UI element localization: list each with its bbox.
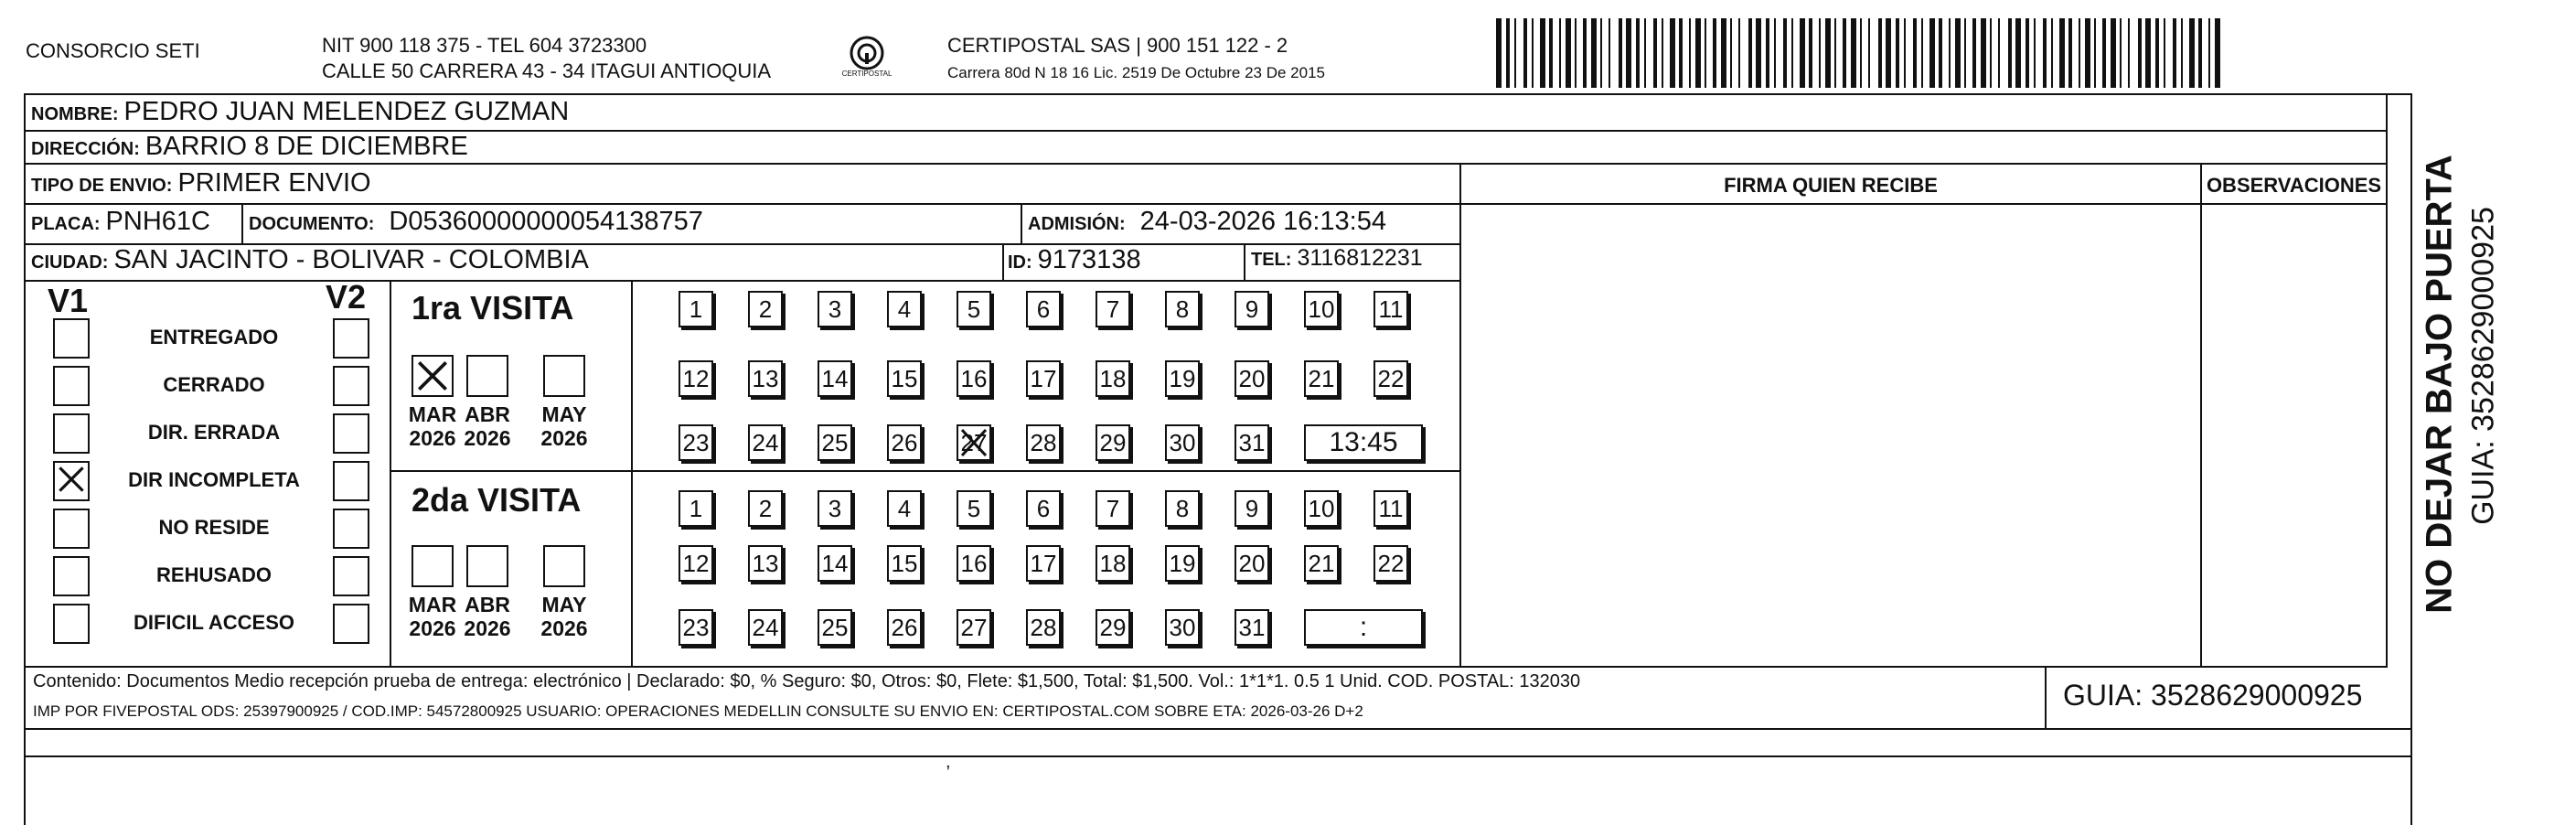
certipostal-line: CERTIPOSTAL SAS | 900 151 122 - 2	[947, 34, 1288, 57]
tel-label: TEL:	[1251, 250, 1292, 270]
day-box[interactable]: 20	[1235, 545, 1269, 582]
placa-row	[31, 207, 210, 237]
direccion-label: DIRECCIÓN:	[31, 139, 140, 159]
id-value: 9173138	[1037, 245, 1141, 274]
status-label: ENTREGADO	[149, 326, 279, 348]
day-box[interactable]: 25	[818, 609, 852, 646]
v1-label: V1	[48, 282, 89, 319]
day-box[interactable]: 18	[1096, 545, 1130, 582]
day-box[interactable]: 23	[679, 609, 713, 646]
month-label: ABR 2026	[464, 593, 511, 640]
status-label: REHUSADO	[156, 563, 272, 586]
day-box[interactable]: 5	[957, 291, 991, 327]
id-row	[1008, 245, 1141, 275]
day-box[interactable]: 9	[1235, 490, 1269, 527]
day-box[interactable]: 2	[748, 490, 783, 527]
day-box[interactable]: 2	[748, 291, 783, 327]
v2-checkbox[interactable]	[333, 318, 369, 359]
v1-checkbox[interactable]	[53, 366, 90, 406]
license-line: Carrera 80d N 18 16 Lic. 2519 De Octubre 23 De 2015	[947, 64, 1325, 81]
day-box[interactable]: 25	[818, 424, 852, 461]
month-label: MAY 2026	[540, 402, 588, 450]
company-name: CONSORCIO SETI	[26, 39, 200, 62]
day-box[interactable]: 13	[748, 545, 783, 582]
v2-checkbox[interactable]	[333, 461, 369, 501]
day-box[interactable]: 22	[1374, 545, 1408, 582]
v2-checkbox[interactable]	[333, 366, 369, 406]
day-box[interactable]: 16	[957, 545, 991, 582]
day-box[interactable]: 30	[1165, 424, 1200, 461]
day-box[interactable]: 4	[887, 291, 922, 327]
placa-label: PLACA:	[31, 214, 101, 234]
no-dejar-text: NO DEJAR BAJO PUERTA	[2419, 155, 2460, 614]
day-box[interactable]: 19	[1165, 545, 1200, 582]
day-box[interactable]: 13	[748, 360, 783, 397]
documento-label: DOCUMENTO:	[249, 214, 375, 234]
month-checkbox-mar[interactable]	[412, 355, 454, 397]
side-guia	[2465, 128, 2502, 640]
v1-checkbox[interactable]	[53, 509, 90, 549]
month-checkbox-mar[interactable]	[412, 545, 454, 587]
day-box[interactable]: 16	[957, 360, 991, 397]
day-box[interactable]: 12	[679, 360, 713, 397]
day-box[interactable]: 8	[1165, 291, 1200, 327]
admision-label: ADMISIÓN:	[1028, 214, 1126, 234]
nombre-label: NOMBRE:	[31, 104, 119, 124]
day-box[interactable]: 3	[818, 490, 852, 527]
day-box[interactable]: 29	[1096, 424, 1130, 461]
logo-text: CERTIPOSTAL	[841, 70, 893, 78]
day-box[interactable]: 14	[818, 545, 852, 582]
tipo-value: PRIMER ENVIO	[177, 168, 371, 198]
side-guia-text: GUIA: 3528629000925	[2465, 207, 2501, 525]
status-label: CERRADO	[163, 373, 265, 396]
month-checkbox-abr[interactable]	[466, 545, 508, 587]
day-box[interactable]: 28	[1026, 424, 1061, 461]
day-box[interactable]: 5	[957, 490, 991, 527]
v2-checkbox[interactable]	[333, 556, 369, 596]
day-box[interactable]: 9	[1235, 291, 1269, 327]
v1-checkbox[interactable]	[53, 461, 90, 501]
documento-row	[249, 207, 703, 237]
day-box[interactable]: 4	[887, 490, 922, 527]
month-checkbox-may[interactable]	[543, 355, 585, 397]
footer-guia: GUIA: 3528629000925	[2063, 679, 2363, 712]
day-box[interactable]: 30	[1165, 609, 1200, 646]
nit-line: NIT 900 118 375 - TEL 604 3723300	[322, 34, 647, 57]
tel-value: 3116812231	[1297, 245, 1423, 271]
month-label: MAR 2026	[408, 402, 457, 450]
day-box[interactable]: 31	[1235, 609, 1269, 646]
day-box[interactable]: 10	[1304, 291, 1339, 327]
day-box[interactable]: 26	[887, 609, 922, 646]
day-box[interactable]: 29	[1096, 609, 1130, 646]
direccion-row	[31, 132, 468, 162]
day-box[interactable]: 23	[679, 424, 713, 461]
day-box[interactable]: 27	[957, 609, 991, 646]
day-box[interactable]: 17	[1026, 360, 1061, 397]
v1-checkbox[interactable]	[53, 604, 90, 644]
day-box[interactable]: 1	[679, 291, 713, 327]
address-line: CALLE 50 CARRERA 43 - 34 ITAGUI ANTIOQUIA	[322, 59, 772, 82]
v2-checkbox[interactable]	[333, 413, 369, 454]
id-label: ID:	[1008, 252, 1032, 273]
tipo-label: TIPO DE ENVIO:	[31, 176, 173, 196]
day-box[interactable]: 8	[1165, 490, 1200, 527]
firma-header: FIRMA QUIEN RECIBE	[1724, 174, 1938, 197]
tipo-row	[31, 168, 371, 198]
ciudad-value: SAN JACINTO - BOLIVAR - COLOMBIA	[113, 245, 589, 274]
day-box[interactable]: 11	[1374, 291, 1408, 327]
side-no-dejar	[2421, 128, 2458, 640]
day-box[interactable]: 15	[887, 360, 922, 397]
day-box[interactable]: 31	[1235, 424, 1269, 461]
v1-checkbox[interactable]	[53, 556, 90, 596]
day-box[interactable]: 7	[1096, 291, 1130, 327]
footer-contenido: Contenido: Documentos Medio recepción prueba de entrega: electrónico | Declarado: $0, % Seguro: $0, Otros: $0, Flete: $1,500, Total: $1,500. Vol.: 1*1*1. 0.5 1 Unid. COD. POSTAL: 132030	[33, 671, 1581, 691]
tel-row	[1251, 245, 1423, 272]
day-box[interactable]: 27	[957, 424, 991, 461]
day-box[interactable]: 24	[748, 424, 783, 461]
admision-row	[1028, 207, 1386, 237]
day-box[interactable]: 11	[1374, 490, 1408, 527]
day-box[interactable]: 24	[748, 609, 783, 646]
barcode	[1496, 18, 2228, 88]
v2-checkbox[interactable]	[333, 509, 369, 549]
month-checkbox-abr[interactable]	[466, 355, 508, 397]
day-box[interactable]: 19	[1165, 360, 1200, 397]
nombre-row	[31, 97, 569, 127]
day-box[interactable]: 26	[887, 424, 922, 461]
direccion-value: BARRIO 8 DE DICIEMBRE	[144, 132, 468, 161]
day-box[interactable]: 21	[1304, 545, 1339, 582]
documento-value: D05360000000054138757	[389, 207, 703, 236]
day-box[interactable]: 21	[1304, 360, 1339, 397]
time-box[interactable]: 13:45	[1304, 424, 1423, 461]
certipostal-logo	[830, 33, 903, 88]
status-label: DIFICIL ACCESO	[133, 611, 294, 634]
visit1-title: 1ra VISITA	[412, 289, 574, 327]
month-checkbox-may[interactable]	[543, 545, 585, 587]
observaciones-header: OBSERVACIONES	[2206, 174, 2382, 197]
day-box[interactable]: 3	[818, 291, 852, 327]
admision-value: 24-03-2026 16:13:54	[1139, 207, 1386, 236]
month-label: ABR 2026	[464, 402, 511, 450]
status-label: DIR. ERRADA	[147, 421, 281, 444]
visit2-title: 2da VISITA	[412, 481, 582, 519]
ciudad-label: CIUDAD:	[31, 252, 109, 273]
day-box[interactable]: 10	[1304, 490, 1339, 527]
status-label: DIR INCOMPLETA	[128, 468, 300, 491]
footer-imp: IMP POR FIVEPOSTAL ODS: 25397900925 / COD.IMP: 54572800925 USUARIO: OPERACIONES MEDELLIN CONSULTE SU ENVIO EN: CERTIPOSTAL.COM SOBRE ETA: 2026-03-26 D+2	[33, 702, 1363, 720]
day-box[interactable]: 1	[679, 490, 713, 527]
day-box[interactable]: 7	[1096, 490, 1130, 527]
day-box[interactable]: 18	[1096, 360, 1130, 397]
day-box[interactable]: 12	[679, 545, 713, 582]
day-box[interactable]: 6	[1026, 490, 1061, 527]
day-box[interactable]: 14	[818, 360, 852, 397]
status-label: NO RESIDE	[158, 516, 270, 539]
month-label: MAR 2026	[408, 593, 457, 640]
day-box[interactable]: 6	[1026, 291, 1061, 327]
v2-checkbox[interactable]	[333, 604, 369, 644]
day-box[interactable]: 28	[1026, 609, 1061, 646]
month-label: MAY 2026	[540, 593, 588, 640]
ciudad-row	[31, 245, 589, 275]
day-box[interactable]: 22	[1374, 360, 1408, 397]
day-box[interactable]: 17	[1026, 545, 1061, 582]
day-box[interactable]: 20	[1235, 360, 1269, 397]
v2-label: V2	[326, 278, 367, 316]
day-box[interactable]: 15	[887, 545, 922, 582]
placa-value: PNH61C	[105, 207, 210, 236]
v1-checkbox[interactable]	[53, 318, 90, 359]
nombre-value: PEDRO JUAN MELENDEZ GUZMAN	[123, 97, 570, 126]
time-box[interactable]: :	[1304, 609, 1423, 646]
v1-checkbox[interactable]	[53, 413, 90, 454]
